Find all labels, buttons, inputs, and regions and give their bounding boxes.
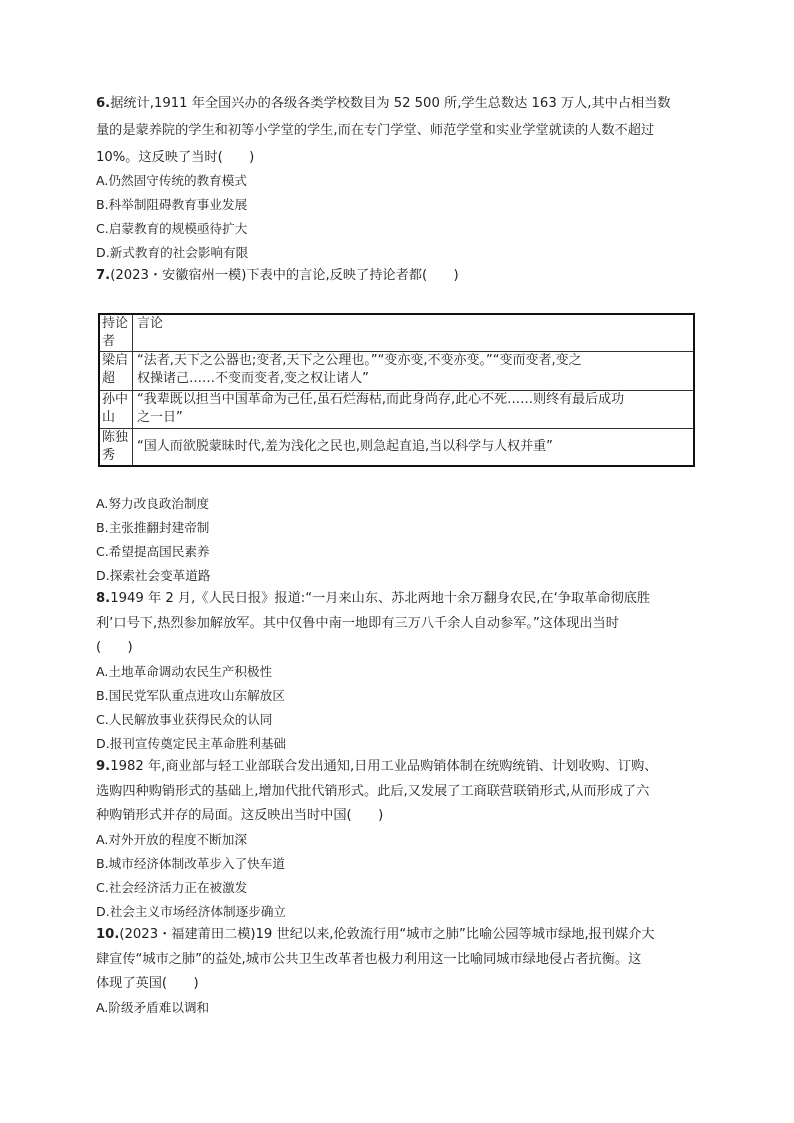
q9-stem-line-3: 种购销形式并存的局面。这反映出当时中国( ) [96,808,384,823]
q10-option-a[interactable]: A.阶级矛盾难以调和 [96,1000,210,1015]
speaker-cell: 孙中 山 [99,391,133,429]
q9-option-b[interactable]: B.城市经济体制改革步入了快车道 [96,856,285,871]
header-speaker-cell: 持论 者 [99,314,133,352]
q6-stem-line-3: 10%。这反映了当时( ) [96,150,255,165]
q9-stem-line-1: 9.1982 年,商业部与轻工业部联合发出通知,日用工业品购销体制在统购统销、计划收购、订购、 [96,759,658,774]
q8-option-c[interactable]: C.人民解放事业获得民众的认同 [96,712,273,727]
table-row [99,352,694,391]
q8-number: 8. [96,591,111,606]
speaker-cell: 陈独 秀 [99,429,133,467]
q8-stem-line-3: ( ) [96,640,133,655]
q7-option-c[interactable]: C.希望提高国民素养 [96,544,210,559]
quote-cell: “我辈既以担当中国革命为己任,虽石烂海枯,而此身尚存,此心不死……则终有最后成功 之一日” [133,391,695,429]
q9-option-a[interactable]: A.对外开放的程度不断加深 [96,832,247,847]
speaker-cell: 梁启 超 [99,352,133,391]
q8-stem-line-1: 8.1949 年 2 月,《人民日报》报道:“一月来山东、苏北两地十余万翻身农民,在‘争取革命彻底胜 [96,591,651,606]
q6-stem-line-2: 量的是蒙养院的学生和初等小学堂的学生,而在专门学堂、师范学堂和实业学堂就读的人数不超过 [96,123,655,138]
q6-option-c[interactable]: C.启蒙教育的规模亟待扩大 [96,221,248,236]
q9-number: 9. [96,759,111,774]
q7-option-d[interactable]: D.探索社会变革道路 [96,568,211,583]
table-header-row [99,314,694,352]
q7-option-a[interactable]: A.努力改良政治制度 [96,496,210,511]
q8-stem-line-2: 利’口号下,热烈参加解放军。其中仅鲁中南一地即有三万八千余人自动参军。”这体现出当时 [96,616,619,631]
q7-option-b[interactable]: B.主张推翻封建帝制 [96,520,210,535]
q9-stem-line-2: 选购四种购销形式的基础上,增加代批代销形式。此后,又发展了工商联营联销形式,从而形成了六 [96,784,650,799]
q10-stem-line-3: 体现了英国( ) [96,976,199,991]
quotes-table [98,313,695,467]
q10-stem-line-2: 肆宣传“城市之肺”的益处,城市公共卫生改革者也极力利用这一比喻同城市绿地侵占者抗衡。这 [96,952,642,967]
q7-stem-line-1: 7.(2023・安徽宿州一模)下表中的言论,反映了持论者都( ) [96,268,459,283]
q6-stem-line-1: 6.据统计,1911 年全国兴办的各级各类学校数目为 52 500 所,学生总数达 163 万人,其中占相当数 [96,96,671,111]
header-quote-cell: 言论 [133,314,695,352]
q6-number: 6. [96,96,111,111]
quote-cell: “法者,天下之公器也;变者,天下之公理也。”“变亦变,不变亦变。”“变而变者,变之 权操诸己……不变而变者,变之权让诸人” [133,352,695,391]
table-row [99,429,694,467]
q8-option-b[interactable]: B.国民党军队重点进攻山东解放区 [96,688,285,703]
quote-cell: “国人而欲脱蒙昧时代,羞为浅化之民也,则急起直追,当以科学与人权并重” [133,429,695,467]
q8-option-d[interactable]: D.报刊宣传奠定民主革命胜利基础 [96,736,287,751]
q7-number: 7. [96,268,111,283]
q9-option-d[interactable]: D.社会主义市场经济体制逐步确立 [96,904,287,919]
q6-option-a[interactable]: A.仍然固守传统的教育模式 [96,173,247,188]
q9-option-c[interactable]: C.社会经济活力正在被激发 [96,880,248,895]
q8-option-a[interactable]: A.土地革命调动农民生产积极性 [96,664,273,679]
q6-option-b[interactable]: B.科举制阻碍教育事业发展 [96,197,248,212]
q10-number: 10. [96,927,120,942]
table-row [99,391,694,429]
q10-stem-line-1: 10.(2023・福建莆田二模)19 世纪以来,伦敦流行用“城市之肺”比喻公园等城市绿地,报刊媒介大 [96,927,655,942]
q6-option-d[interactable]: D.新式教育的社会影响有限 [96,245,249,260]
